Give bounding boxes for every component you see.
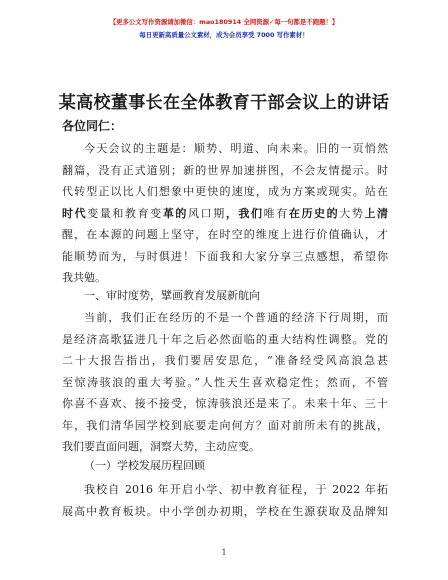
paragraph-1 — [62, 138, 388, 289]
paragraph-line: 我共勉。 — [62, 271, 106, 284]
paragraph-line: 二十大报告指出，我们要居安思危，“准备经受风高浪急甚 — [62, 354, 388, 367]
paragraph-2 — [62, 307, 388, 458]
promo-banner-line-1: 【更多公文写作资源请加微信：mao180914 全网资源✓每一句都是不跑题！】 — [109, 18, 339, 26]
paragraph-line-mixed: 时代变量和教育变革的风口期，我们唯有在历史的大势上清 — [62, 206, 388, 220]
paragraph-line: 我校自 2016 年开启小学、初中教育征程，于 2022 年拓 — [84, 483, 388, 496]
paragraph-3 — [62, 479, 388, 522]
section-heading-1: 一、审时度势，擘画教育发展新航向 — [84, 289, 260, 302]
paragraph-line: 今天会议的主题是：顺势、明道、向未来。旧的一页悄然 — [84, 142, 388, 155]
paragraph-line: 年，我们清华园学校到底要走向何方？面对前所未有的挑战， — [62, 418, 388, 432]
paragraph-line: 是经济高歌猛进几十年之后必然面临的重大结构性调整。党的 — [62, 332, 388, 346]
paragraph-line: 至惊涛骇浪的重大考验。”人性天生喜欢稳定性；然而，不管 — [62, 375, 388, 389]
section-heading-2: （一）学校发展历程回顾 — [84, 459, 205, 472]
paragraph-line: 代转型正以比人们想象中更快的速度，成为方案或现实。站在 — [62, 185, 388, 198]
paragraph-line: 当前，我们正在经历的不是一个普通的经济下行周期，而 — [84, 311, 388, 324]
paragraph-line: 醒，在本源的问题上坚守，在时空的维度上进行价值确认，才 — [62, 228, 388, 241]
paragraph-line: 我们要直面问题，洞察大势，主动应变。 — [62, 440, 260, 453]
paragraph-line: 展高中教育板块。中小学创办初期，学校在生源获取及品牌知 — [62, 504, 388, 518]
promo-banner-line-2: 每日更新高质量公文素材，成为会员享受 7000 写作素材！ — [139, 31, 309, 39]
greeting: 各位同仁： — [62, 119, 123, 133]
paragraph-line: 你喜不喜欢、接不接受，惊涛骇浪还是来了。未来十年、三十 — [62, 397, 388, 410]
page-number: 1 — [221, 548, 227, 557]
document-title: 某高校董事长在全体教育干部会议上的讲话 — [58, 93, 390, 113]
paragraph-line: 翻篇，没有正式道别；新的世界加速拼图，不会友情提示。时 — [62, 163, 388, 177]
paragraph-line: 能顺势而为，与时俱进！下面我和大家分享三点感想，希望你 — [62, 249, 388, 263]
